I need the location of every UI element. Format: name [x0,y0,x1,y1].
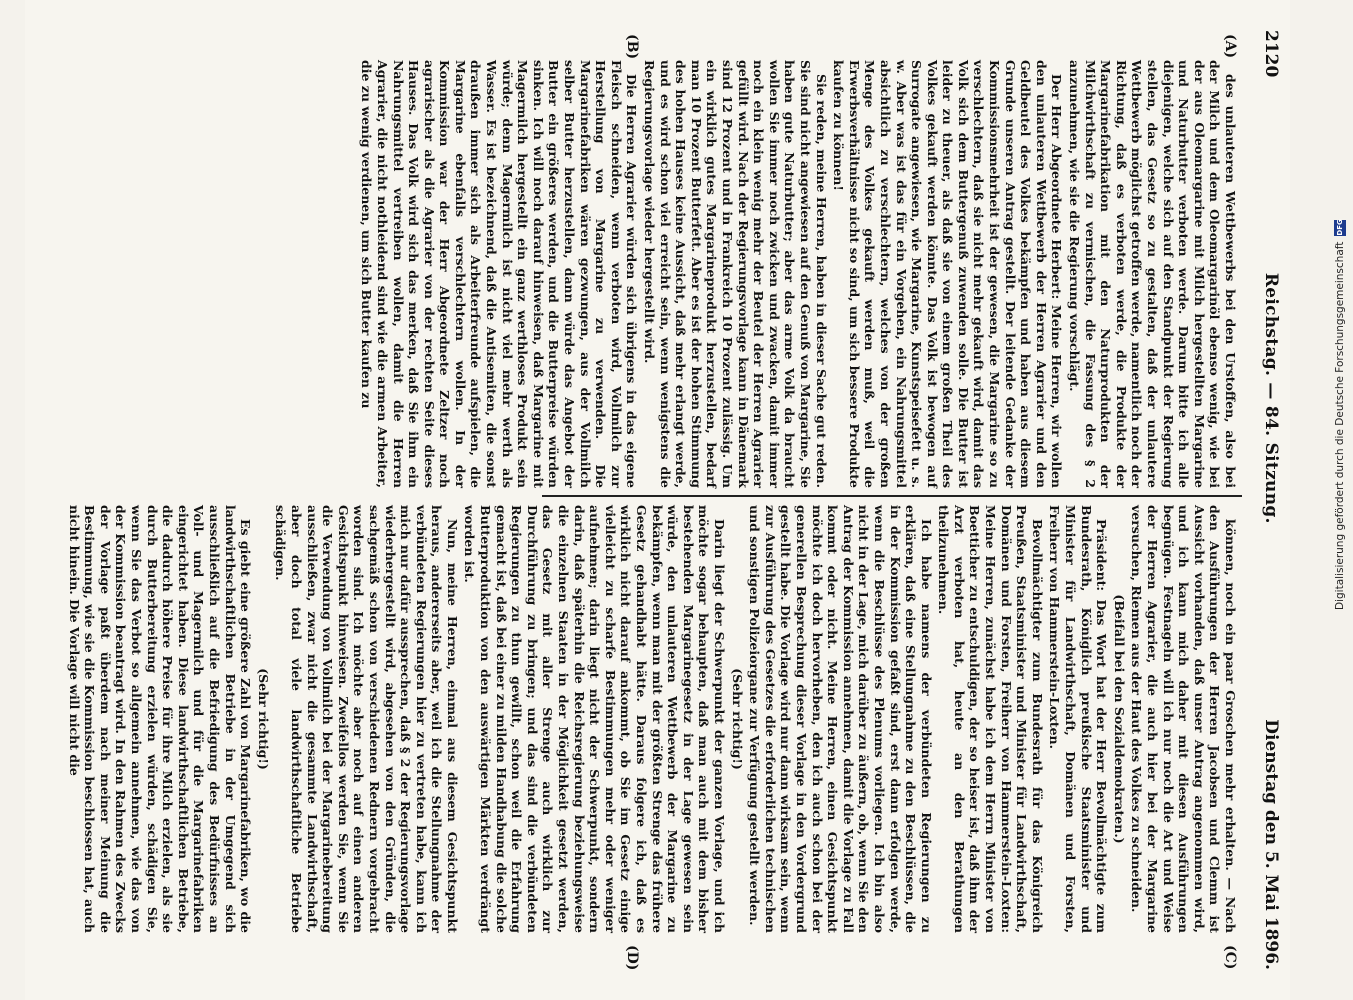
digitization-credit [1330,219,1350,610]
margin-marker-d: (D) [624,945,640,971]
paragraph: Nun, meine Herren, einmal aus diesem Gesichtspunkt heraus, andererseits aber, weil ich die Stellungnahme der verbündeten Regierungen hier zu vertreten habe, kann ich mich nur dafür aussprechen, daß § 2 der Regierungsvorlage wiederhergestellt wird, abgesehen von den Gründen, die sachgemäß schon von verschiedenen Rednern vorgebracht worden sind. Ich möchte aber noch auf einen anderen Gesichtspunkt hinweisen. Zweifellos werden Sie, wenn Sie die Verwendung von Vollmilch bei der Margarinebereitung ausschließen, zwar nicht die gesammte Landwirthschaft, aber doch total viele landwirthschaftliche Betriebe schädigen. [273,505,460,933]
stage-direction: (Sehr richtig!) [255,668,271,770]
paragraph: können, noch ein paar Groschen mehr erhalten. — Nach den Ausführungen der Herren Jacobsen und Clemm ist Aussicht vorhanden, daß unser Antrag angenommen wird, und ich kann mich daher mit diesen Ausführungen begnügen. Festnageln will ich nur noch die Art und Weise der Herren Agrarier, die auch hier bei der Margarine versuchen, Riemen aus der Haut des Volkes zu schneiden. [1129,505,1238,933]
session-title: Reichstag. — 84. Sitzung. [1261,272,1281,524]
paragraph: des unlauteren Wettbewerbs bei den Urstoffen, also bei der Milch und dem Oleomargarinöl ebenso wenig, wie bei der aus Oleomargarine mit Milch hergestellten Margarine und Naturbutter verboten werde. Darum bitte ich alle diejenigen, welche sich auf den Standpunkt der Regierung stellen, das Gesetz so zu gestalten, daß der unlautere Wettbewerb möglichst getroffen werde, namentlich noch der Richtung, daß es verboten werde, die Produkte der Margarinefabrikation mit den Naturprodukten der Milchwirthschaft zu vermischen, die Fassung des § 2 anzunehmen, wie sie die Regierung vorschlägt. [1067,60,1238,488]
margin-marker-c: (C) [1222,945,1238,970]
credit-text: Digitalisierung gefördert durch die Deutsche Forschungsgemeinschaft [1334,241,1346,610]
stage-direction: (Beifall bei den Sozialdemokraten.) [1111,594,1127,844]
dfg-logo-icon: DFG [1336,219,1344,236]
paragraph: Darin liegt der Schwerpunkt der ganzen Vorlage, und ich möchte sogar behaupten, daß man auch mit dem bisher bestehenden Margarinegesetz in der Lage gewesen sein würde, den unlauteren Wettbewerb der Margarine zu bekämpfen, wenn man mit der größten Strenge das frühere Gesetz gehandhabt hätte. Daraus folgere ich, daß es wirklich nicht darauf ankommt, ob Sie im Gesetz einige vielleicht zu scharfe Bestimmungen mehr oder weniger aufnehmen; darin liegt nicht der Schwerpunkt, sondern darin, daß späterhin die Reichsregierung beziehungsweise die einzelnen Staaten in der Möglichkeit gesetzt werden, das Gesetz mit aller Strenge auch wirklich zur Durchführung zu bringen; und das sind die verbündeten Regierungen zu thun gewillt, schon weil die Erfahrung gemacht ist, daß bei einer zu milden Handhabung die solche Butterproduktion von den auswärtigen Märkten verdrängt worden ist. [462,505,727,933]
stage-direction: (Sehr richtig!) [729,668,745,770]
page-header [1258,30,1284,970]
rotated-page [25,0,1290,1000]
paragraph: Ich habe namens der verbündeten Regierungen zu erklären, daß eine Stellungnahme zu den Beschlüssen, die in der Kommission gefaßt sind, erst dann erfolgen werde, wenn die Beschlüsse des Plenums vorliegen. Ich bin also nicht in der Lage, mich darüber zu äußern, ob, wenn Sie den Antrag der Kommission annehmen, damit die Vorlage zu Fall kommt oder nicht. Meine Herren, einen Gesichtspunkt möchte ich doch hervorheben, den ich auch schon bei der generellen Besprechung dieser Vorlage in den Vordergrund gestellt habe. Die Vorlage wird nur dann wirksam sein, wenn zur Ausführung des Gesetzes die erforderlichen technischen und sonstigen Polizeiorgane zur Verfügung gestellt werden. [747,505,934,933]
paragraph: Präsident: Das Wort hat der Herr Bevollmächtigte zum Bundesrath, Königlich preußische Staatsminister und Minister für Landwirthschaft, Domänen und Forsten, Freiherr von Hammerstein-Loxten. [1047,505,1110,933]
paragraph: Sie reden, meine Herren, haben in dieser Sache gut reden. Sie sind nicht angewiesen auf den Genuß von Margarine, Sie haben gute Naturbutter; aber das arme Volk da braucht wollen Sie immer noch zwicken und zwacken, damit immer noch ein klein wenig mehr der Beutel der Herren Agrarier gefüllt wird. Nach der Regierungsvorlage kann in Dänemark sind 12 Prozent und in Frankreich 10 Prozent zulässig. Um ein wirklich gutes Margarineprodukt herzustellen, bedarf man 10 Prozent Butterfett. Aber es ist der hohen Stimmung des hohen Hauses keine Aussicht, daß mehr erlangt werde, und es wird schon viel erreicht sein, wenn wenigstens die Regierungsvorlage wieder hergestellt wird. [642,60,829,488]
right-column [66,505,1238,933]
margin-marker-a: (A) [1222,34,1238,59]
paragraph: Die Herren Agrarier würden sich übrigens in das eigene Fleisch schneiden, wenn verboten wird, Vollmilch zur Herstellung von Margarine zu verwenden. Die Margarinefabriken wären gezwungen, aus der Vollmilch selber Butter herzustellen, dann würde das Angebot der Butter ein größeres werden, und die Butterpreise würden sinken. Ich will noch darauf hinweisen, daß Margarine mit Magermilch hergestellt ein ganz werthloses Produkt sein würde; denn Magermilch ist nicht viel mehr werth als Wasser. Es ist bezeichnend, daß die Antisemiten, die sonst draußen immer sich als Arbeiterfreunde aufspielen, die Margarine ebenfalls verschlechtern wollen. In der Kommission war der Herr Abgeordnete Zeltzer noch agrarischer als die Agrarier von der rechten Seite dieses Hauses. Das Volk wird sich das merken, daß Sie ihm ein Nahrungsmittel vertreiben wollen, damit die Herren Agrarier, die nicht nothleidend sind wie die armen Arbeiter, die zu wenig verdienen, um sich Butter kaufen zu [359,60,640,488]
margin-marker-b: (B) [624,34,640,60]
column-divider [542,495,1242,497]
session-date: Dienstag den 5. Mai 1896. [1261,719,1281,970]
paragraph: Der Herr Abgeordnete Herbert: Meine Herren, wir wollen den unlauteren Wettbewerb der Herren Agrarier und den Geldbeutel des Volkes bekämpfen und haben aus diesem Grunde unseren Antrag gestellt. Der leitende Gedanke der Kommissionsmehrheit ist der gewesen, die Margarine so zu verschlechtern, daß sie nicht mehr gekauft wird, damit das Volk sich dem Buttergenuß zuwenden solle. Die Butter ist leider zu theuer, als daß sie von einem großen Theil des Volkes gekauft werden könnte. Das Volk ist bewogen auf Surrogate angewiesen, wie Margarine, Kunstspeisefett u. s. w. Aber was ist das für ein Vorgehen, ein Nahrungsmittel absichtlich zu verschlechtern, welches von der großen Menge des Volkes gekauft werden muß, weil die Erwerbsverhältnisse nicht so sind, um sich bessere Produkte kaufen zu können! [831,60,1065,488]
page-number: 2120 [1261,30,1281,78]
paragraph: Bevollmächtigter zum Bundesrath für das Königreich Preußen, Staatsminister und Minister für Landwirthschaft, Domänen und Forsten, Freiherr von Hammerstein-Loxten: Meine Herren, zunächst habe ich dem Herrn Minister von Boetticher zu entschuldigen, der so heiser ist, daß ihm der Arzt verboten hat, heute an den Berathungen theilzunehmen. [936,505,1045,933]
paragraph: Es giebt eine größere Zahl von Margarinefabriken, wo die landwirthschaftlichen Betriebe in der Umgegend sich ausschließlich auf die Befriedigung des Bedürfnisses an Voll- und Magermilch und für die Margarinefabriken eingerichtet haben. Diese landwirthschaftlichen Betriebe, die dadurch höhere Preise für ihre Milch erzielen, als sie durch Butterbereitung erzielen würden, schädigen Sie, wenn Sie das Verbot so allgemein annehmen, wie das von der Kommission beantragt wird. In den Rahmen des Zwecks der Vorlage paßt überdem nach meiner Meinung die Bestimmung, wie sie die Kommission beschlossen hat, auch nicht hinein. Die Vorlage will nicht die [66,505,254,933]
left-column [78,60,1238,488]
